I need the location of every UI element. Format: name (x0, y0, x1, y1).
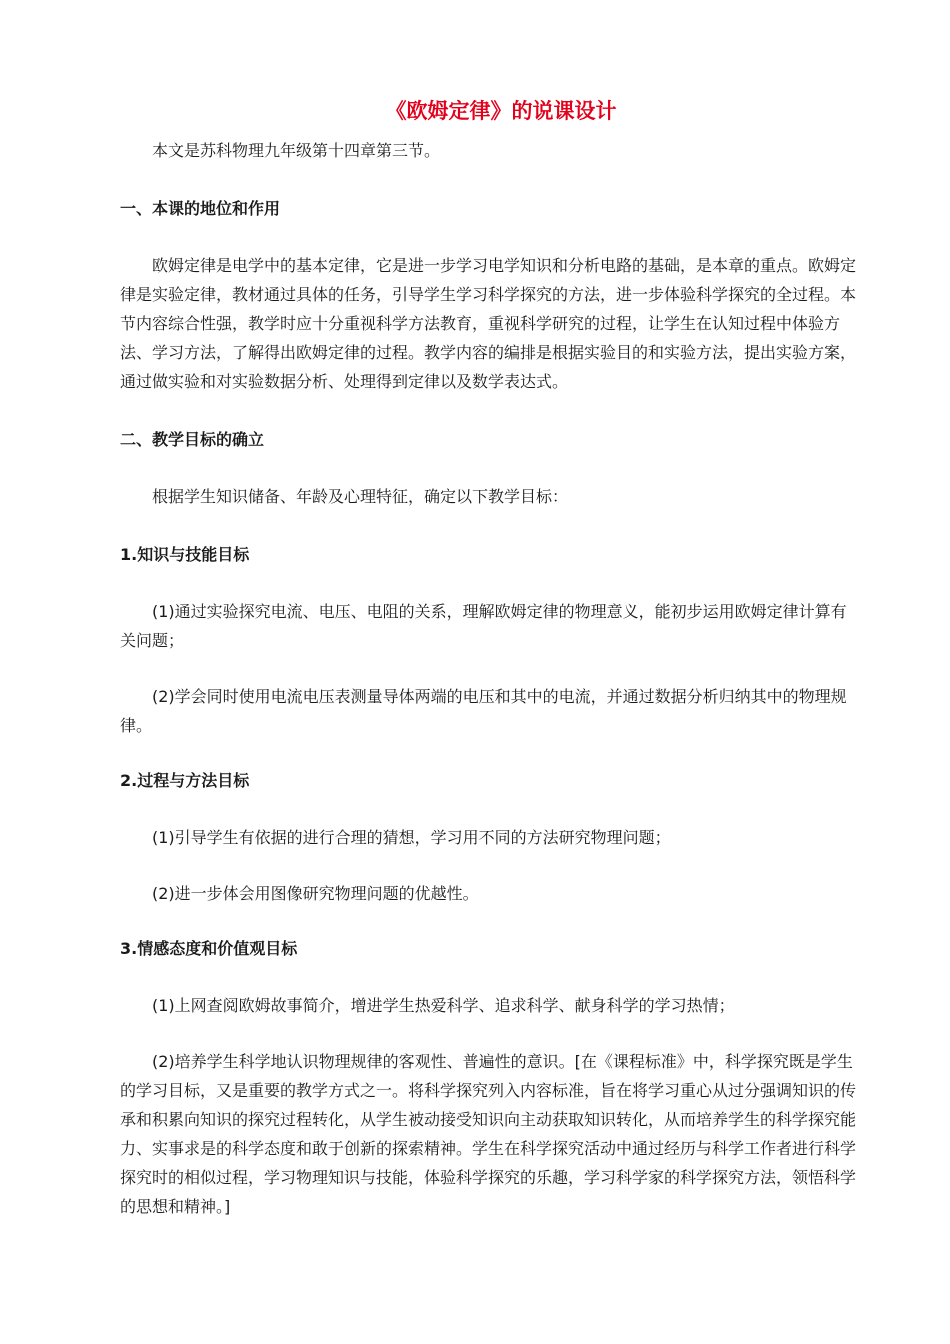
section2-intro: 根据学生知识储备、年龄及心理特征，确定以下教学目标： (152, 487, 569, 506)
section2-heading: 二、教学目标的确立 (120, 430, 265, 449)
section1-paragraph: 欧姆定律是电学中的基本定律，它是进一步学习电学知识和分析电路的基础，是本章的重点。欧姆定律是实验定律，教材通过具体的任务，引导学生学习科学探究的方法，进一步体验科学探究的全过程。本节内容综合性强，教学时应十分重视科学方法教育，重视科学研究的过程，让学生在认知过程中体验方法、学习方法，了解得出欧姆定律的过程。教学内容的编排是根据实验目的和实验方法，提出实验方案，通过做实验和对实验数据分析、处理得到定律以及数学表达式。 (120, 256, 857, 391)
goal1-item-1: (1)通过实验探究电流、电压、电阻的关系，理解欧姆定律的物理意义，能初步运用欧姆定律计算有关问题； (120, 602, 847, 650)
intro-text: 本文是苏科物理九年级第十四章第三节。 (152, 141, 441, 160)
section1-heading: 一、本课的地位和作用 (120, 199, 281, 218)
goal3-item-2: (2)培养学生科学地认识物理规律的客观性、普遍性的意识。[在《课程标准》中，科学探究既是学生的学习目标，又是重要的教学方式之一。将科学探究列入内容标准，旨在将学习重心从过分强调知识的传承和积累向知识的探究过程转化，从学生被动接受知识向主动获取知识转化，从而培养学生的科学探究能力、实事求是的科学态度和敢于创新的探索精神。学生在科学探究活动中通过经历与科学工作者进行科学探究时的相似过程，学习物理知识与技能，体验科学探究的乐趣，学习科学家的科学探究方法，领悟科学的思想和精神。] (120, 1052, 857, 1216)
goal1-heading: 1.知识与技能目标 (120, 545, 250, 564)
document-title: 《欧姆定律》的说课设计 (385, 99, 617, 123)
goal2-item-2: (2)进一步体会用图像研究物理问题的优越性。 (152, 884, 479, 903)
goal2-item-1: (1)引导学生有依据的进行合理的猜想，学习用不同的方法研究物理问题； (152, 828, 671, 847)
goal3-heading: 3.情感态度和价值观目标 (120, 939, 298, 958)
goal2-heading: 2.过程与方法目标 (120, 771, 250, 790)
goal3-item-1: (1)上网查阅欧姆故事简介，增进学生热爱科学、追求科学、献身科学的学习热情； (152, 996, 735, 1015)
goal1-item-2: (2)学会同时使用电流电压表测量导体两端的电压和其中的电流，并通过数据分析归纳其中的物理规律。 (120, 687, 847, 735)
